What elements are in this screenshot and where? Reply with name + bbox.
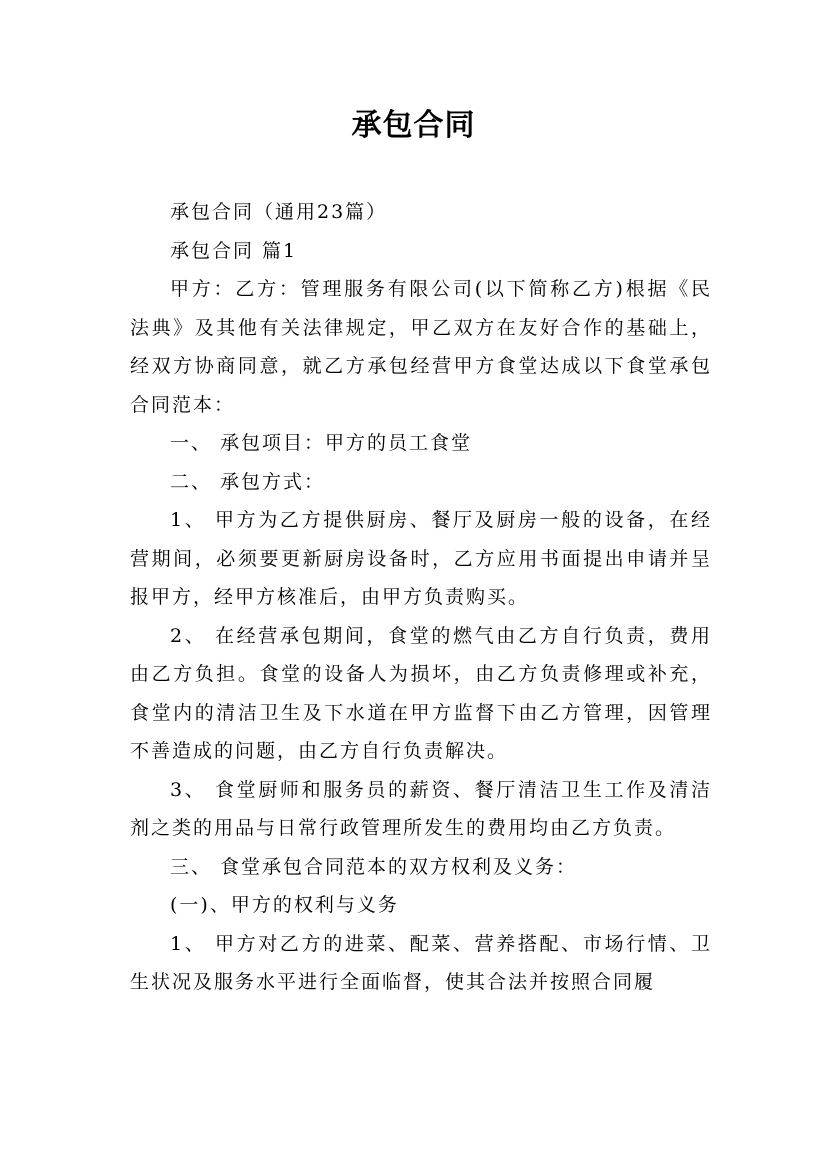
- paragraph: 二、 承包方式：: [170, 470, 326, 493]
- paragraph: (一)、甲方的权利与义务: [170, 894, 399, 916]
- paragraph-section-heading: 承包合同 篇1: [170, 239, 298, 262]
- paragraph: 三、 食堂承包合同范本的双方权利及义务：: [170, 855, 578, 878]
- paragraph: 1、 甲方为乙方提供厨房、餐厅及厨房一般的设备，在经营期间，必须要更新厨房设备时，乙方应用书面提出申请并呈报甲方，经甲方核准后，由甲方负责购买。: [130, 509, 712, 608]
- paragraph: 一、 承包项目：甲方的员工食堂: [170, 432, 473, 454]
- paragraph: 甲方：乙方：管理服务有限公司(以下简称乙方)根据《民法典》及其他有关法律规定，甲乙双方在友好合作的基础上，经双方协商同意，就乙方承包经营甲方食堂达成以下食堂承包合同范本：: [130, 278, 712, 416]
- document-body: [130, 193, 712, 1002]
- document-title: 承包合同: [351, 108, 476, 143]
- paragraph-subtitle: 承包合同（通用23篇）: [170, 201, 388, 223]
- paragraph: 3、 食堂厨师和服务员的薪资、餐厅清洁卫生工作及清洁剂之类的用品与日常行政管理所发生的费用均由乙方负责。: [130, 778, 712, 839]
- paragraph: 2、 在经营承包期间，食堂的燃气由乙方自行负责，费用由乙方负担。食堂的设备人为损坏，由乙方负责修理或补充，食堂内的清洁卫生及下水道在甲方监督下由乙方管理，因管理不善造成的问题，由乙方自行负责解决。: [130, 624, 712, 762]
- paragraph: 1、 甲方对乙方的进菜、配菜、营养搭配、市场行情、卫生状况及服务水平进行全面临督，使其合法并按照合同履: [130, 932, 712, 993]
